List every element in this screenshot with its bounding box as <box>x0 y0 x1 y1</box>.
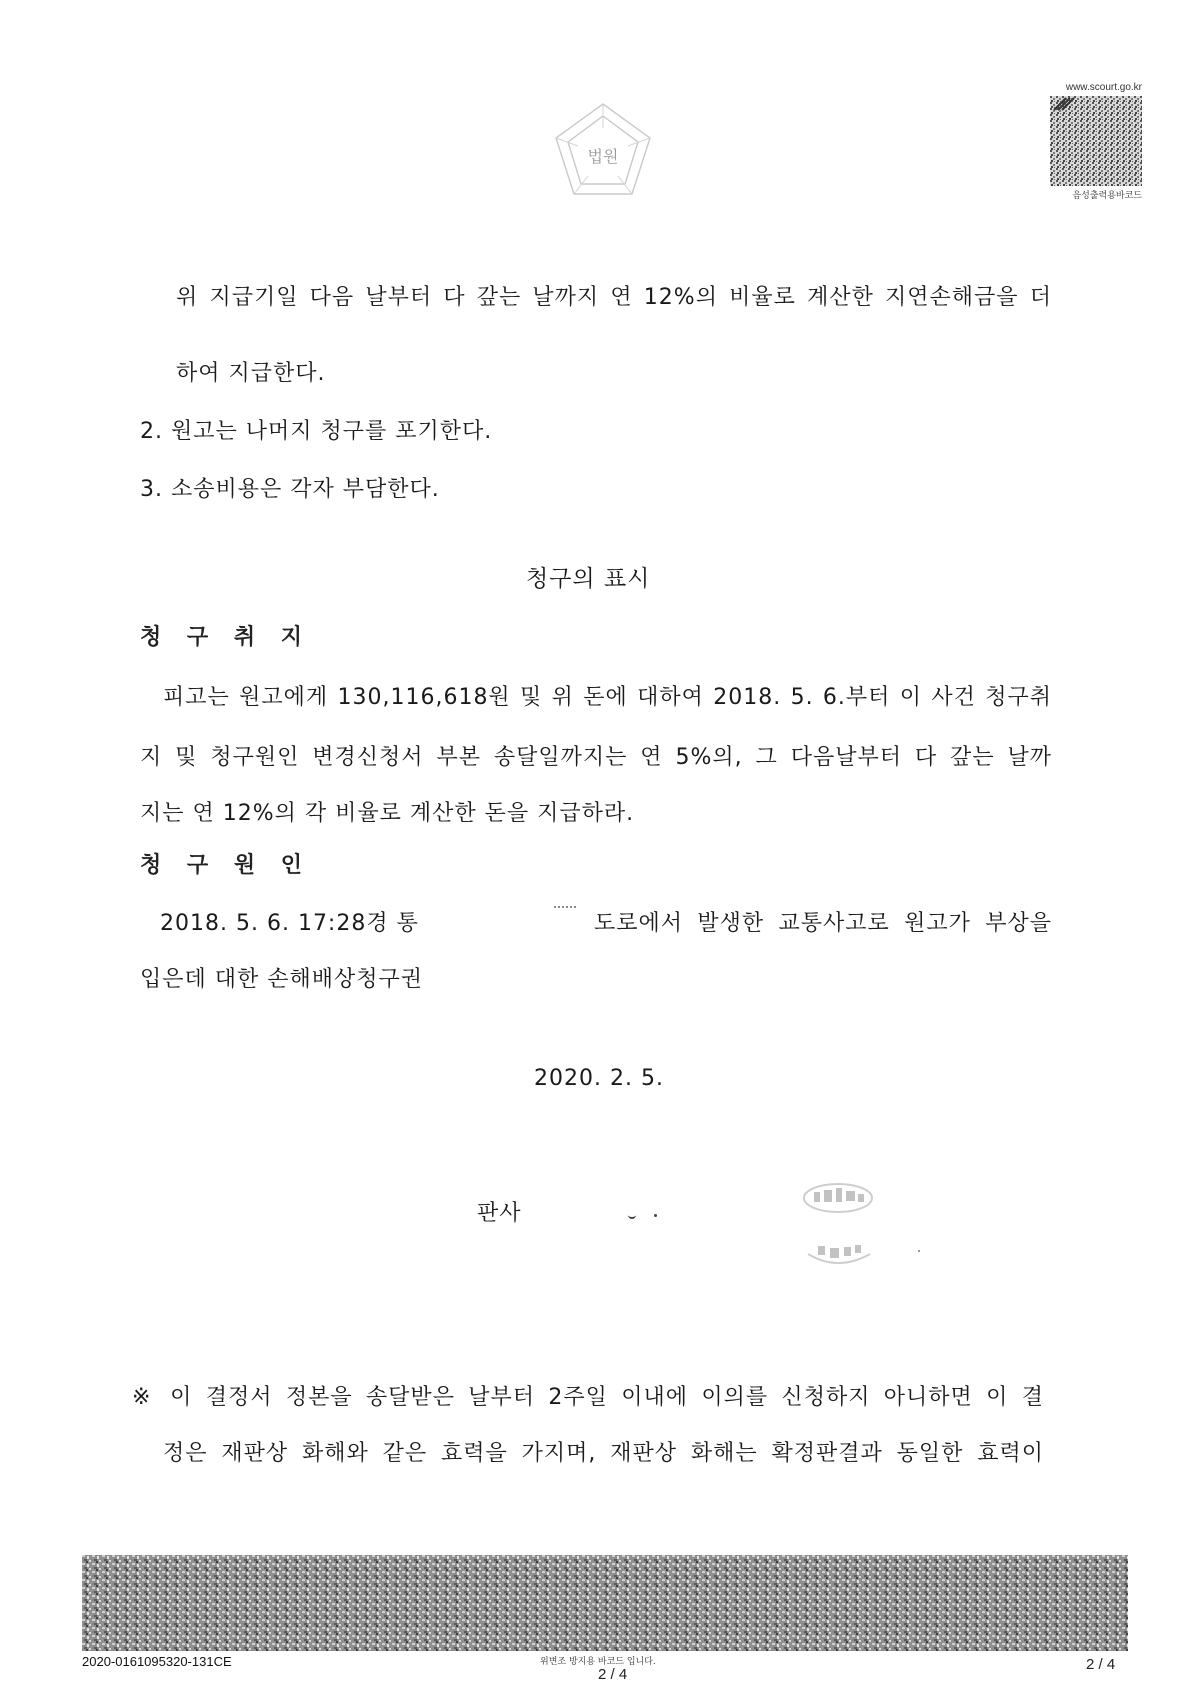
claim-title: 청구의 표시 <box>526 566 651 592</box>
claim-cause-line-1b: 도로에서 발생한 교통사고로 원고가 부상을 <box>594 911 1052 936</box>
redaction-mark <box>554 906 576 911</box>
qr-code <box>1050 96 1142 186</box>
page-number-center: 2 / 4 <box>598 1666 628 1683</box>
notice-line-1: ※ 이 결정서 정본을 송달받은 날부터 2주일 이내에 이의를 신청하지 아니하면 이 결 <box>132 1385 1044 1410</box>
redacted-judge-name-mark <box>628 1213 636 1219</box>
claim-cause-line-2: 입은데 대한 손해배상청구권 <box>140 967 424 992</box>
claim-purpose-line-3: 지는 연 12%의 각 비율로 계산한 돈을 지급하라. <box>140 801 635 826</box>
decision-item-2: 2. 원고는 나머지 청구를 포기한다. <box>140 419 493 444</box>
court-seal-emblem <box>548 98 658 208</box>
anti-forgery-note: 위변조 방지용 바코드 입니다. <box>540 1657 656 1667</box>
claim-purpose-heading: 청 구 취 지 <box>140 625 311 650</box>
decision-item-3: 3. 소송비용은 각자 부담한다. <box>140 477 440 502</box>
redaction-dot <box>654 1214 657 1217</box>
claim-cause-line-1a: 2018. 5. 6. 17:28경 통 <box>160 911 419 936</box>
claim-purpose-line-2: 지 및 청구원인 변경신청서 부본 송달일까지는 연 5%의, 그 다음날부터 다 갚는 날까 <box>140 745 1052 770</box>
anti-forgery-barcode <box>82 1555 1128 1651</box>
notice-line-2: 정은 재판상 화해와 같은 효력을 가지며, 재판상 화해는 확정판결과 동일한 효력이 <box>163 1441 1044 1466</box>
document-id: 2020-0161095320-131CE <box>82 1654 232 1669</box>
claim-purpose-line-1: 피고는 원고에게 130,116,618원 및 위 돈에 대하여 2018. 5. 6.부터 이 사건 청구취 <box>163 685 1052 710</box>
judge-stamp <box>788 1168 888 1278</box>
decision-date: 2020. 2. 5. <box>534 1066 664 1091</box>
seal-text: 법원 <box>587 147 619 166</box>
claim-cause-heading: 청 구 원 인 <box>140 853 311 878</box>
speck <box>918 1250 920 1252</box>
qr-caption: 음성출력용바코드 <box>1072 191 1142 201</box>
qr-url: www.scourt.go.kr <box>1065 82 1142 93</box>
decision-line-1: 위 지급기일 다음 날부터 다 갚는 날까지 연 12%의 비율로 계산한 지연손해금을 더 <box>176 285 1052 310</box>
page-number-right: 2 / 4 <box>1086 1656 1116 1673</box>
judge-label: 판사 <box>477 1201 522 1226</box>
decision-line-2: 하여 지급한다. <box>176 361 326 386</box>
